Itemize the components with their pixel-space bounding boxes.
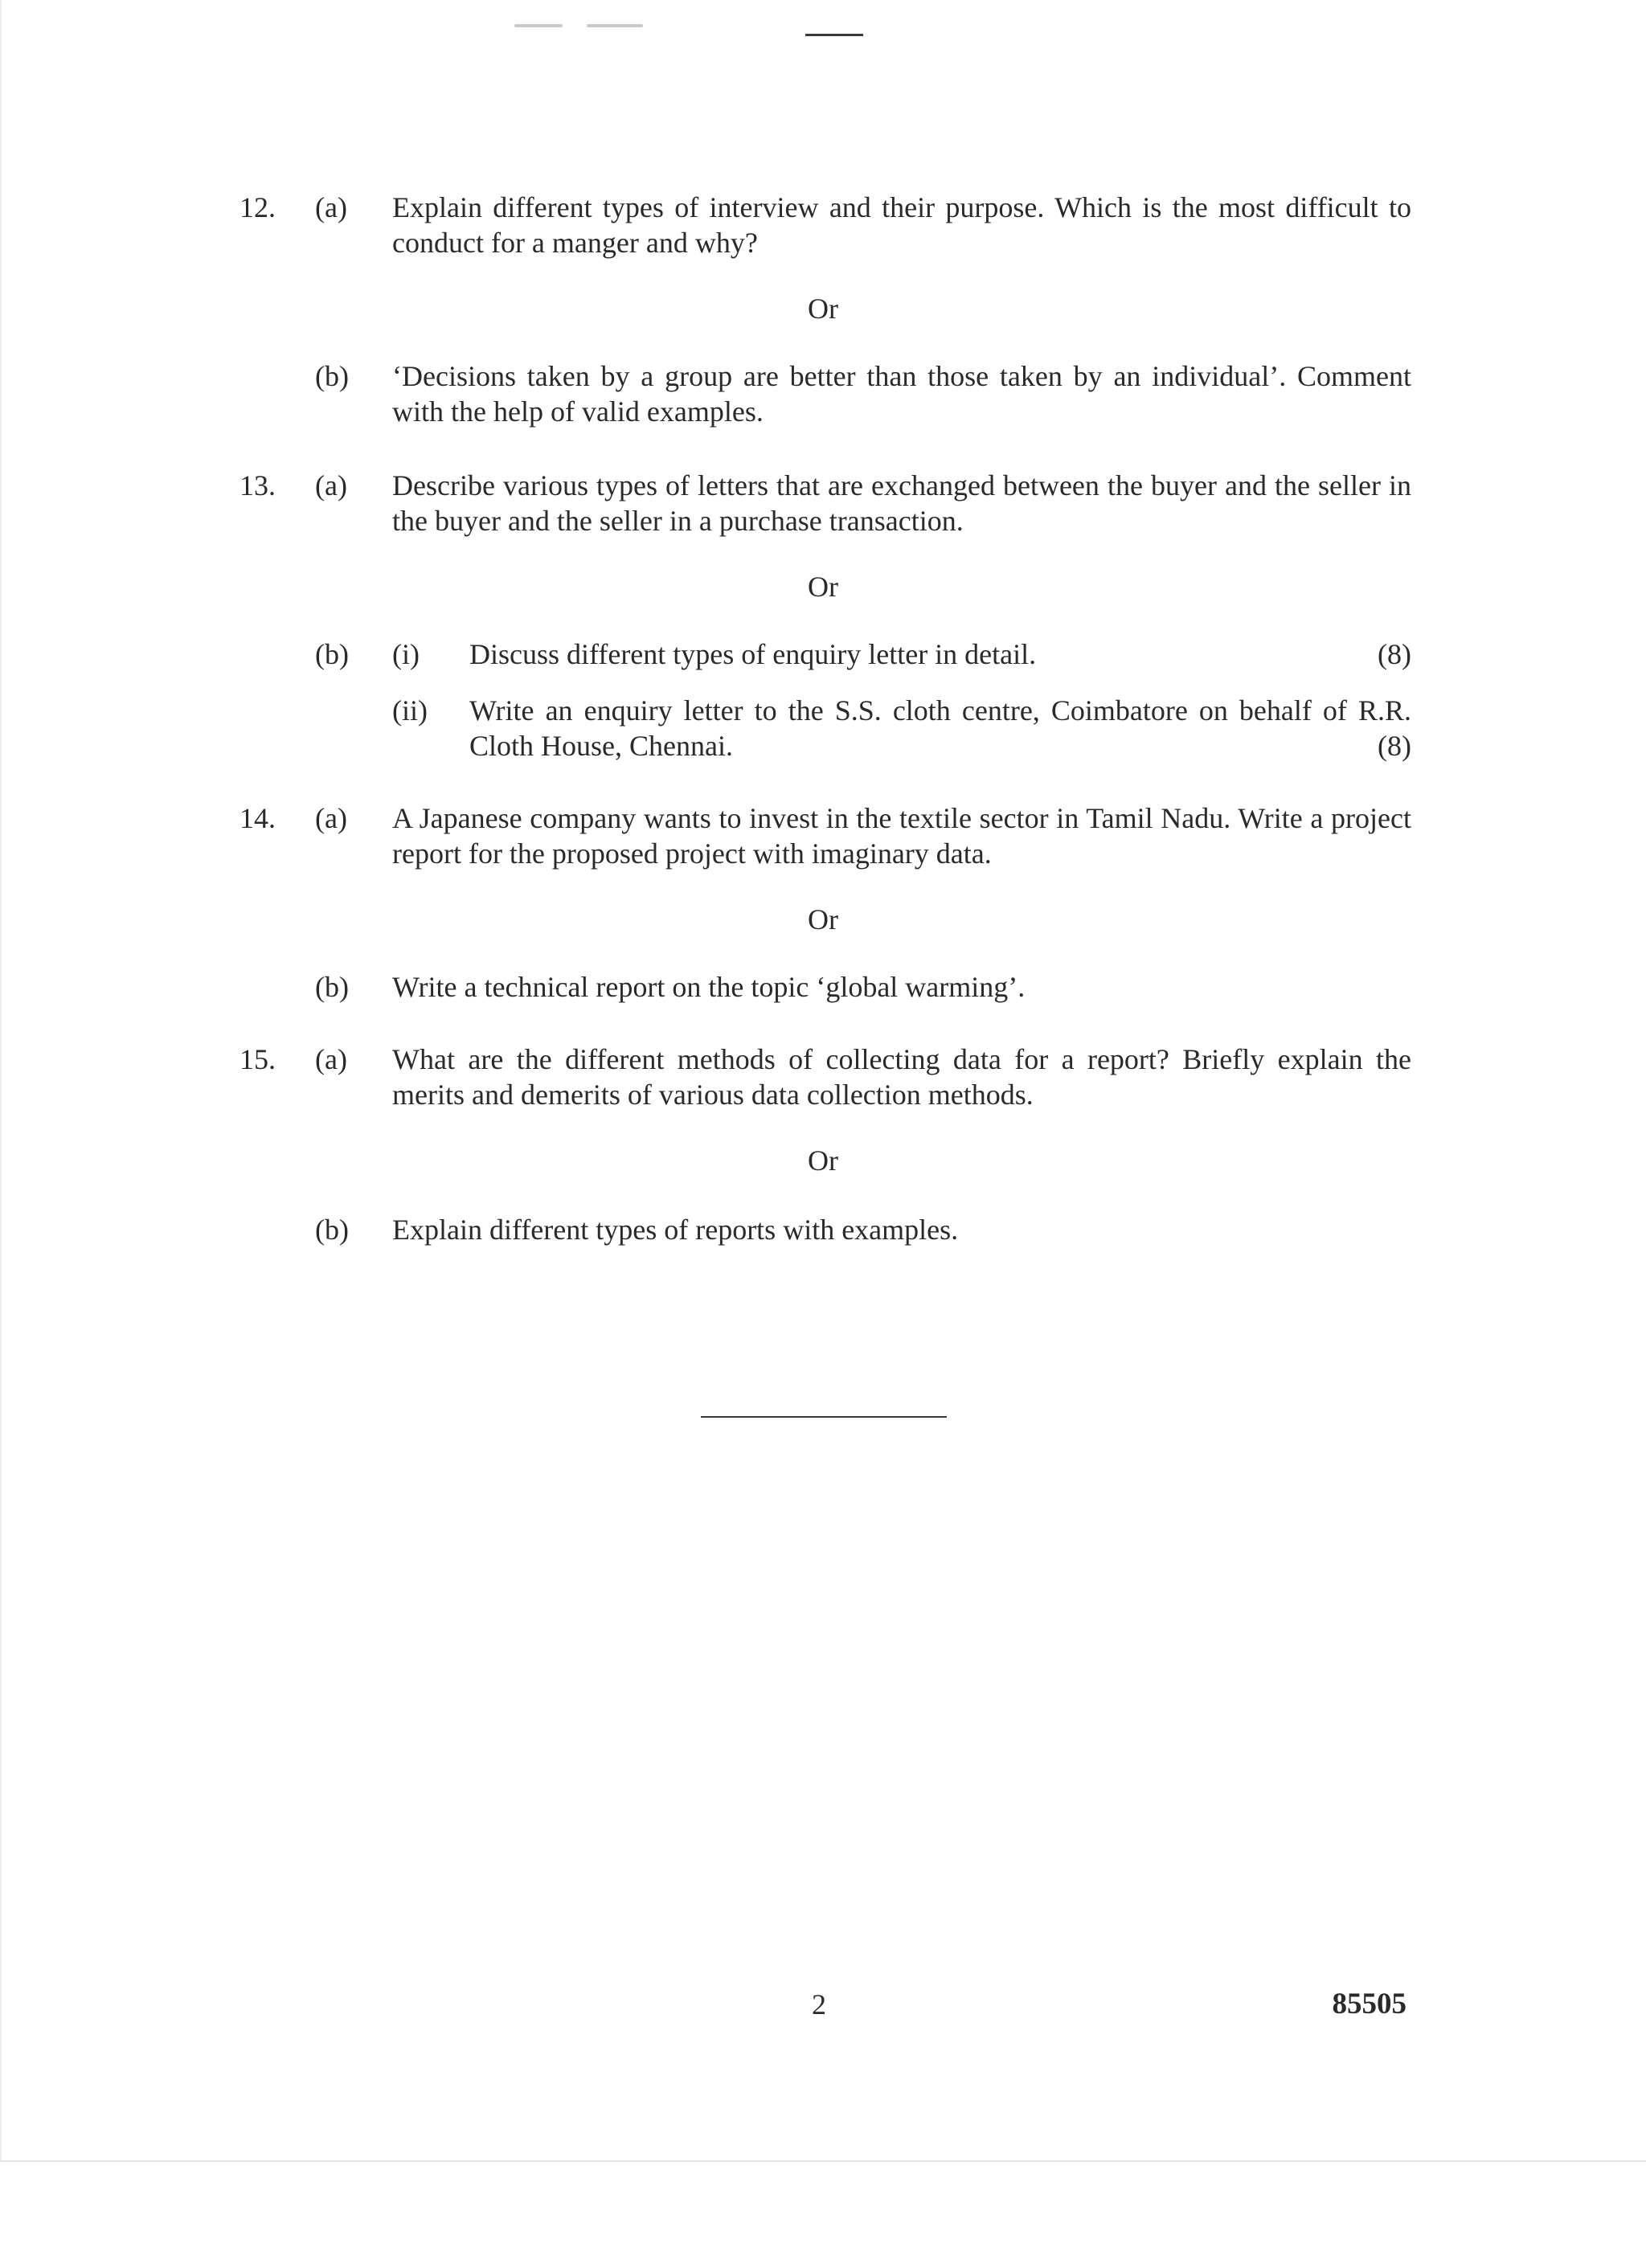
question-text: Describe various types of letters that are exchanged between the buyer and the seller in the buyer and the seller in a purchase transaction. (392, 469, 1411, 537)
part-label: (a) (315, 1043, 347, 1075)
subpart-text: Write an enquiry letter to the S.S. cloth centre, Coimbatore on behalf of R.R. Cloth House, Chennai. (469, 694, 1411, 762)
question-text: What are the different methods of collecting data for a report? Briefly explain the merits and demerits of various data collection methods. (392, 1043, 1411, 1111)
end-rule (701, 1416, 947, 1418)
question-text: Explain different types of reports with examples. (392, 1214, 959, 1246)
question-number: 15. (240, 1043, 276, 1075)
question-text: Explain different types of interview and their purpose. Which is the most difficult to conduct for a manger and why? (392, 191, 1411, 259)
or-separator: Or (808, 1144, 838, 1177)
part-label: (a) (315, 802, 347, 834)
part-label: (b) (315, 971, 349, 1003)
question-text: A Japanese company wants to invest in the textile sector in Tamil Nadu. Write a project report for the proposed project with imaginary data. (392, 802, 1411, 870)
page-number: 2 (812, 1988, 826, 2020)
or-separator: Or (808, 903, 838, 935)
or-separator: Or (808, 293, 838, 325)
page-edge (0, 2160, 1646, 2162)
question-number: 12. (240, 191, 276, 223)
question-text: Write a technical report on the topic ‘global warming’. (392, 971, 1026, 1003)
question-number: 13. (240, 469, 276, 501)
part-label: (a) (315, 191, 347, 223)
scan-smudge (587, 24, 643, 27)
subpart-text: Discuss different types of enquiry letter in detail. (469, 638, 1037, 670)
or-separator: Or (808, 571, 838, 603)
question-number: 14. (240, 802, 276, 834)
subpart-label: (i) (392, 638, 420, 670)
part-label: (b) (315, 1214, 349, 1246)
marks: (8) (1378, 638, 1411, 670)
marks: (8) (1378, 730, 1411, 762)
question-text: ‘Decisions taken by a group are better than those taken by an individual’. Comment with the help of valid examples. (392, 360, 1411, 428)
subpart-label: (ii) (392, 694, 428, 727)
scan-smudge (514, 24, 563, 27)
top-rule (805, 34, 863, 36)
paper-code: 85505 (1332, 1988, 1406, 2020)
part-label: (b) (315, 638, 349, 670)
part-label: (a) (315, 469, 347, 501)
part-label: (b) (315, 360, 349, 392)
